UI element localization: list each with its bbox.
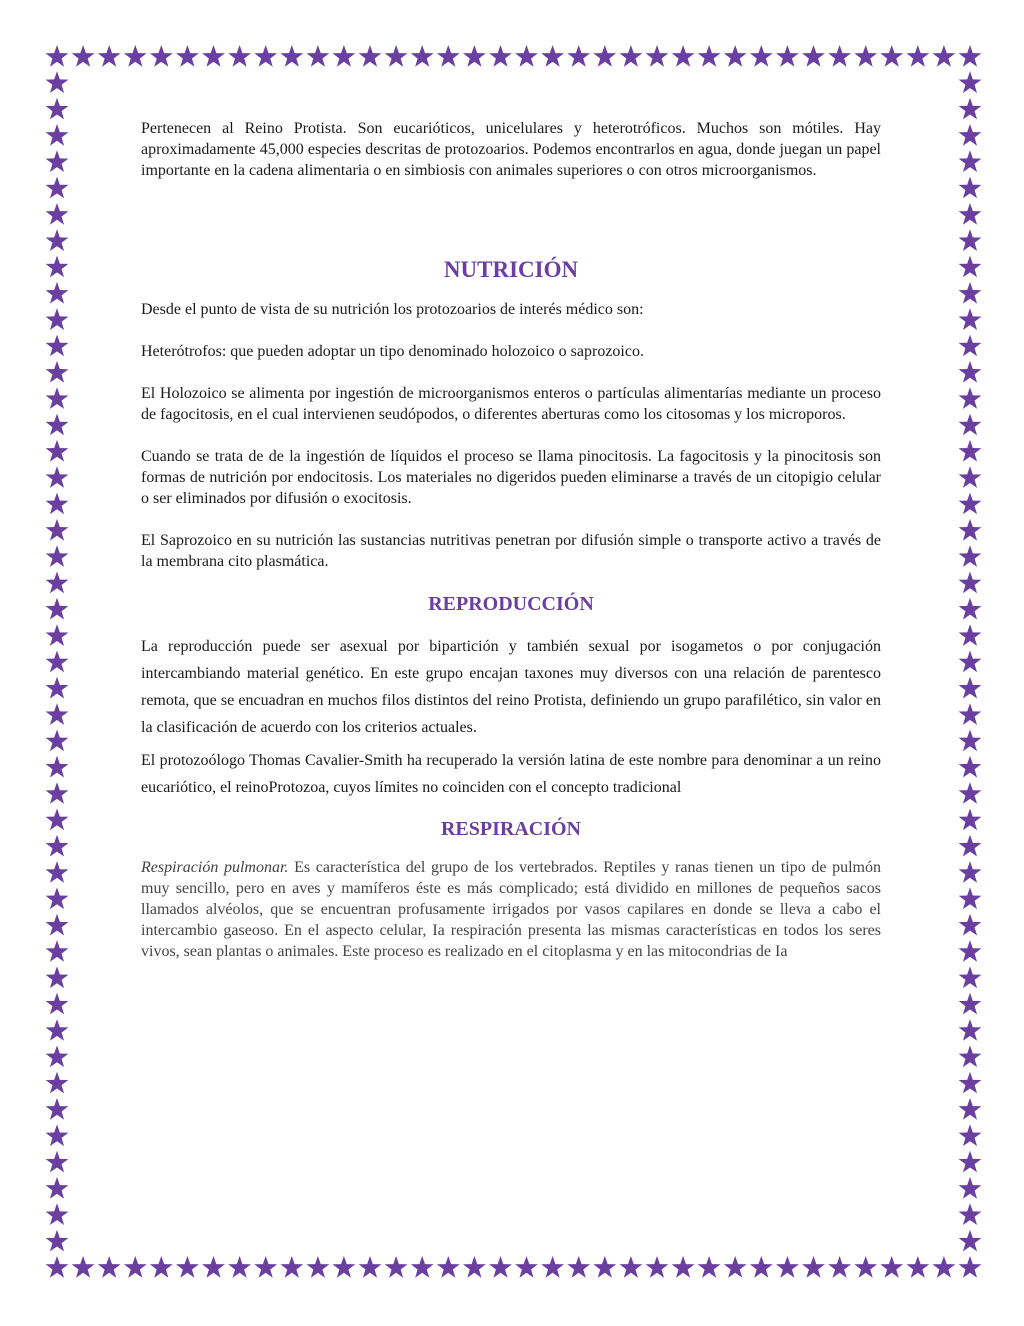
star-icon xyxy=(202,1256,225,1278)
star-icon xyxy=(880,45,903,67)
star-icon xyxy=(541,1256,564,1278)
star-icon xyxy=(959,651,982,673)
star-icon xyxy=(541,45,564,67)
star-icon xyxy=(46,545,69,567)
star-icon xyxy=(959,414,982,436)
star-icon xyxy=(46,1177,69,1199)
star-icon xyxy=(959,1177,982,1199)
star-icon xyxy=(72,45,95,67)
star-icon xyxy=(959,572,982,594)
heading-nutricion: NUTRICIÓN xyxy=(443,257,579,282)
star-icon xyxy=(124,45,147,67)
star-icon xyxy=(802,1256,825,1278)
star-icon xyxy=(332,1256,355,1278)
star-icon xyxy=(959,335,982,357)
star-icon xyxy=(959,45,982,67)
star-icon xyxy=(46,387,69,409)
star-icon xyxy=(46,1072,69,1094)
star-icon xyxy=(385,45,408,67)
star-icon xyxy=(593,45,616,67)
star-icon xyxy=(463,1256,486,1278)
star-icon xyxy=(46,730,69,752)
star-icon xyxy=(150,45,173,67)
star-icon xyxy=(854,45,877,67)
star-icon xyxy=(228,45,251,67)
star-icon xyxy=(959,177,982,199)
star-icon xyxy=(567,1256,590,1278)
star-icon xyxy=(619,45,642,67)
star-icon xyxy=(672,1256,695,1278)
respiracion-paragraph xyxy=(141,857,881,962)
star-icon xyxy=(959,1151,982,1173)
star-icon xyxy=(959,598,982,620)
star-icon xyxy=(959,940,982,962)
star-icon xyxy=(46,335,69,357)
star-icon xyxy=(46,519,69,541)
intro-paragraph: Pertenecen al Reino Protista. Son eucarióticos, unicelulares y heterotróficos. Muchos son mótiles. Hay aproximadamente 45,000 especies descritas de protozoarios. Podemos encontrarlos en agua, donde juegan un papel importante en la cadena alimentaria o en simbiosis con animales superiores o con otros microorganismos. xyxy=(141,120,881,179)
star-icon xyxy=(46,835,69,857)
star-icon xyxy=(959,993,982,1015)
star-icon xyxy=(46,71,69,93)
star-icon xyxy=(176,1256,199,1278)
star-icon xyxy=(46,203,69,225)
star-icon xyxy=(906,1256,929,1278)
star-icon xyxy=(46,1124,69,1146)
star-icon xyxy=(46,414,69,436)
star-icon xyxy=(959,887,982,909)
star-icon xyxy=(280,45,303,67)
star-icon xyxy=(46,1019,69,1041)
star-icon xyxy=(46,861,69,883)
star-icon xyxy=(959,493,982,515)
star-icon xyxy=(959,229,982,251)
star-icon xyxy=(489,1256,512,1278)
star-icon xyxy=(515,45,538,67)
star-icon xyxy=(828,45,851,67)
star-icon xyxy=(959,519,982,541)
star-icon xyxy=(932,1256,955,1278)
star-icon xyxy=(46,756,69,778)
star-icon xyxy=(959,150,982,172)
star-icon xyxy=(959,98,982,120)
star-icon xyxy=(46,256,69,278)
star-icon xyxy=(567,45,590,67)
nutricion-paragraph-4: Cuando se trata de de la ingestión de líquidos el proceso se llama pinocitosis. La fagocitosis y la pinocitosis son formas de nutrición por endocitosis. Los materiales no digeridos pueden eliminarse a través de un citopigio celular o ser eliminados por difusión o exocitosis. xyxy=(141,448,881,507)
star-icon xyxy=(828,1256,851,1278)
star-icon xyxy=(959,256,982,278)
star-icon xyxy=(46,940,69,962)
star-icon xyxy=(46,887,69,909)
star-icon xyxy=(359,1256,382,1278)
star-icon xyxy=(959,466,982,488)
star-icon xyxy=(646,45,669,67)
star-icon xyxy=(437,45,460,67)
star-icon xyxy=(46,1098,69,1120)
star-icon xyxy=(46,282,69,304)
star-icon xyxy=(959,730,982,752)
star-icon xyxy=(385,1256,408,1278)
star-icon xyxy=(46,361,69,383)
star-icon xyxy=(280,1256,303,1278)
star-icon xyxy=(959,1124,982,1146)
star-icon xyxy=(724,45,747,67)
star-icon xyxy=(228,1256,251,1278)
star-icon xyxy=(98,1256,121,1278)
star-icon xyxy=(619,1256,642,1278)
nutricion-paragraph-1: Desde el punto de vista de su nutrición los protozoarios de interés médico son: xyxy=(141,301,644,318)
star-icon xyxy=(306,45,329,67)
reproduccion-paragraph-2: El protozoólogo Thomas Cavalier-Smith ha recuperado la versión latina de este nombre para denominar a un reino eucariótico, el reinoProtozoa, cuyos límites no coinciden con el concepto tradicional xyxy=(141,752,881,796)
star-icon xyxy=(959,71,982,93)
star-icon xyxy=(959,440,982,462)
star-icon xyxy=(176,45,199,67)
nutricion-paragraph-2: Heterótrofos: que pueden adoptar un tipo denominado holozoico o saprozoico. xyxy=(141,343,644,360)
star-icon xyxy=(646,1256,669,1278)
star-icon xyxy=(959,624,982,646)
heading-respiracion: RESPIRACIÓN xyxy=(440,818,582,840)
reproduccion-paragraph-1: La reproducción puede ser asexual por bipartición y también sexual por isogametos o por conjugación intercambiando material genético. En este grupo encajan taxones muy diversos con una relación de parentesco remota, que se encuadran en muchos filos distintos del reino Protista, definiendo un grupo parafilético, sin valor en la clasificación de acuerdo con los criterios actuales. xyxy=(141,638,881,736)
star-icon xyxy=(332,45,355,67)
star-icon xyxy=(959,914,982,936)
star-icon xyxy=(46,466,69,488)
star-icon xyxy=(959,703,982,725)
star-icon xyxy=(959,545,982,567)
star-icon xyxy=(46,703,69,725)
respiracion-lead: Respiración pulmonar. xyxy=(141,859,289,876)
star-icon xyxy=(959,1045,982,1067)
star-icon xyxy=(959,1072,982,1094)
star-icon xyxy=(959,124,982,146)
star-icon xyxy=(959,782,982,804)
star-icon xyxy=(411,1256,434,1278)
star-icon xyxy=(959,361,982,383)
star-icon xyxy=(750,1256,773,1278)
star-icon xyxy=(46,150,69,172)
star-icon xyxy=(959,1098,982,1120)
star-icon xyxy=(959,835,982,857)
star-icon xyxy=(959,1256,982,1278)
star-icon xyxy=(46,966,69,988)
star-icon xyxy=(672,45,695,67)
heading-reproduccion: REPRODUCCIÓN xyxy=(428,593,594,615)
star-icon xyxy=(776,45,799,67)
star-icon xyxy=(959,282,982,304)
star-icon xyxy=(46,993,69,1015)
star-icon xyxy=(46,809,69,831)
star-icon xyxy=(46,782,69,804)
star-icon xyxy=(515,1256,538,1278)
star-icon xyxy=(46,124,69,146)
star-icon xyxy=(437,1256,460,1278)
star-icon xyxy=(46,1203,69,1225)
star-icon xyxy=(959,809,982,831)
star-icon xyxy=(46,493,69,515)
star-icon xyxy=(959,756,982,778)
star-icon xyxy=(46,651,69,673)
star-icon xyxy=(72,1256,95,1278)
nutricion-paragraph-3: El Holozoico se alimenta por ingestión de microorganismos enteros o partículas alimentarías mediante un proceso de fagocitosis, en el cual intervienen seudópodos, o diferentes aberturas como los citosomas y los microporos. xyxy=(141,385,881,423)
star-icon xyxy=(593,1256,616,1278)
star-icon xyxy=(124,1256,147,1278)
star-icon xyxy=(463,45,486,67)
star-icon xyxy=(306,1256,329,1278)
star-icon xyxy=(46,229,69,251)
nutricion-paragraph-5: El Saprozoico en su nutrición las sustancias nutritivas penetran por difusión simple o transporte activo a través de la membrana cito plasmática. xyxy=(141,532,881,570)
star-icon xyxy=(959,308,982,330)
star-icon xyxy=(959,677,982,699)
star-icon xyxy=(46,1151,69,1173)
star-icon xyxy=(932,45,955,67)
star-icon xyxy=(959,966,982,988)
star-icon xyxy=(46,98,69,120)
star-icon xyxy=(46,572,69,594)
respiracion-text: Es característica del grupo de los vertebrados. Reptiles y ranas tienen un tipo de pulmón muy sencillo, pero en aves y mamíferos éste es más complicado; está dividido en millones de pequeños sacos llamados alvéolos, que se encuentran profusamente irrigados por vasos capilares en donde se lleva a cabo el intercambio gaseoso. En el aspecto celular, Ia respiración presenta las mismas características en todos los seres vivos, sean plantas o animales. Este proceso es realizado en el citoplasma y en las mitocondrias de Ia xyxy=(141,859,882,960)
star-icon xyxy=(98,45,121,67)
star-icon xyxy=(959,1230,982,1252)
star-icon xyxy=(776,1256,799,1278)
star-icon xyxy=(46,914,69,936)
star-icon xyxy=(359,45,382,67)
star-icon xyxy=(854,1256,877,1278)
star-icon xyxy=(959,387,982,409)
star-icon xyxy=(489,45,512,67)
star-icon xyxy=(411,45,434,67)
star-icon xyxy=(959,203,982,225)
star-icon xyxy=(724,1256,747,1278)
star-icon xyxy=(46,440,69,462)
star-icon xyxy=(46,45,69,67)
star-icon xyxy=(46,308,69,330)
star-icon xyxy=(802,45,825,67)
star-icon xyxy=(906,45,929,67)
star-icon xyxy=(46,1045,69,1067)
star-icon xyxy=(46,624,69,646)
star-icon xyxy=(46,177,69,199)
star-icon xyxy=(880,1256,903,1278)
star-icon xyxy=(698,45,721,67)
page-content xyxy=(141,118,881,962)
star-icon xyxy=(959,1203,982,1225)
star-icon xyxy=(46,677,69,699)
star-icon xyxy=(254,45,277,67)
star-icon xyxy=(750,45,773,67)
star-icon xyxy=(959,861,982,883)
star-icon xyxy=(959,1019,982,1041)
star-icon xyxy=(46,1230,69,1252)
star-icon xyxy=(698,1256,721,1278)
star-icon xyxy=(150,1256,173,1278)
star-icon xyxy=(202,45,225,67)
star-icon xyxy=(46,598,69,620)
star-icon xyxy=(46,1256,69,1278)
star-icon xyxy=(254,1256,277,1278)
